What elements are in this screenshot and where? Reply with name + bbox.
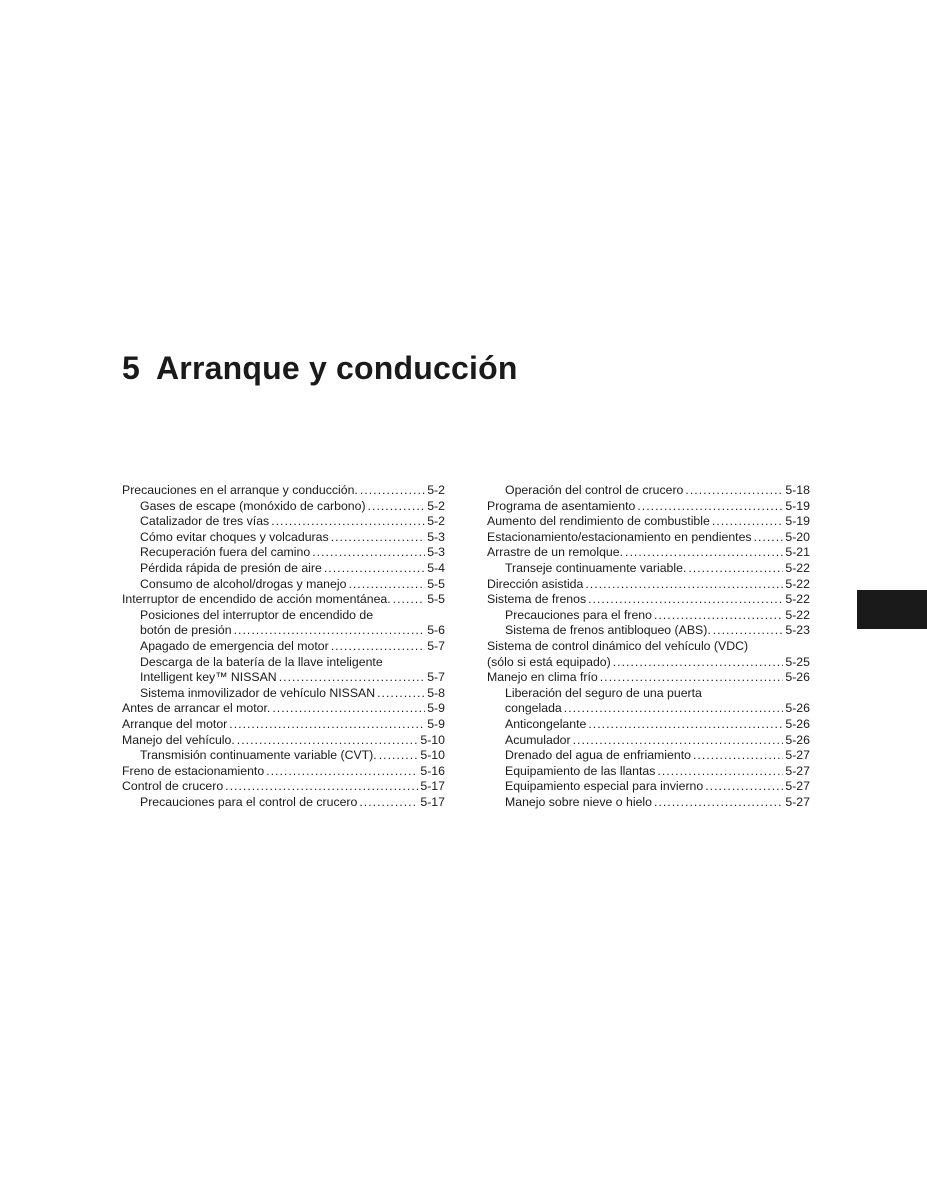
toc-entry[interactable] <box>122 545 445 561</box>
toc-page-number: 5-22 <box>785 560 810 575</box>
toc-entry-line <box>487 779 810 795</box>
dot-leader <box>573 733 784 749</box>
dot-leader <box>359 795 418 811</box>
toc-entry[interactable] <box>122 733 445 749</box>
dot-leader <box>585 577 783 593</box>
toc-page-number: 5-22 <box>785 576 810 591</box>
toc-page-number: 5-21 <box>785 545 810 560</box>
toc-page-number: 5-26 <box>785 716 810 731</box>
toc-entry-text: Sistema de control dinámico del vehículo (VDC) <box>487 638 749 653</box>
toc-page-number: 5-2 <box>427 498 445 513</box>
toc-entry-text: Aumento del rendimiento de combustible <box>487 514 710 529</box>
toc-entry-line <box>122 748 445 764</box>
dot-leader <box>279 670 426 686</box>
chapter-thumb-tab <box>857 590 927 629</box>
toc-entry-line <box>487 795 810 811</box>
toc-entry-text: Sistema inmovilizador de vehículo NISSAN <box>140 685 376 700</box>
toc-entry[interactable] <box>122 483 445 499</box>
toc-entry[interactable] <box>122 655 445 686</box>
dot-leader <box>368 499 426 515</box>
toc-entry[interactable] <box>487 733 810 749</box>
toc-entry-line <box>487 577 810 593</box>
toc-entry[interactable] <box>122 779 445 795</box>
toc-entry-text: Posiciones del interruptor de encendido de <box>140 607 374 622</box>
toc-entry-text: Antes de arrancar el motor. <box>122 701 271 716</box>
toc-entry-text: Freno de estacionamiento <box>122 763 265 778</box>
toc-entry-text: Apagado de emergencia del motor <box>140 638 329 653</box>
dot-leader <box>705 779 783 795</box>
toc-entry-text: congelada <box>505 701 562 716</box>
toc-entry-line <box>122 701 445 717</box>
toc-entry-text: Manejo en clima frío <box>487 670 598 685</box>
toc-entry-line <box>122 608 445 624</box>
toc-page-number: 5-9 <box>427 701 445 716</box>
toc-entry[interactable] <box>487 670 810 686</box>
toc-entry-text: Precauciones en el arranque y conducción. <box>122 483 358 497</box>
toc-page-number: 5-26 <box>785 732 810 747</box>
toc-page-number: 5-10 <box>420 732 445 747</box>
toc-page-number: 5-17 <box>420 779 445 794</box>
dot-leader <box>657 764 783 780</box>
toc-entry-text: botón de presión <box>140 623 232 638</box>
toc-entry-line <box>122 795 445 811</box>
dot-leader <box>377 686 425 702</box>
toc-entry[interactable] <box>487 764 810 780</box>
toc-entry[interactable] <box>487 639 810 670</box>
toc-entry-text: Acumulador <box>505 732 571 747</box>
toc-page-number: 5-26 <box>785 670 810 685</box>
dot-leader <box>225 779 418 795</box>
toc-entry-text: Liberación del seguro de una puerta <box>505 685 702 700</box>
dot-leader <box>713 623 784 639</box>
toc-entry-text: Estacionamiento/estacionamiento en pendientes <box>487 529 752 544</box>
toc-entry-line <box>122 686 445 702</box>
toc-entry[interactable] <box>122 748 445 764</box>
toc-entry-text: Transmisión continuamente variable (CVT). <box>140 748 377 763</box>
dot-leader <box>688 561 783 577</box>
toc-entry-line <box>122 733 445 749</box>
toc-page-number: 5-17 <box>420 794 445 809</box>
toc-entry-line <box>122 530 445 546</box>
dot-leader <box>237 733 419 749</box>
toc-page-number: 5-23 <box>785 623 810 638</box>
toc-entry-text: Equipamiento de las llantas <box>505 763 656 778</box>
toc-entry-line <box>122 592 445 608</box>
dot-leader <box>331 639 426 655</box>
dot-leader <box>229 717 425 733</box>
toc-entry-line <box>487 483 810 499</box>
dot-leader <box>588 717 783 733</box>
dot-leader <box>654 795 783 811</box>
toc-entry[interactable] <box>122 514 445 530</box>
toc-entry-line <box>487 561 810 577</box>
toc-entry-text: Drenado del agua de enfriamiento <box>505 748 691 763</box>
dot-leader <box>393 592 426 608</box>
chapter-number: 5 <box>122 350 140 386</box>
toc-page-number: 5-25 <box>785 654 810 669</box>
toc-entry-text: Recuperación fuera del camino <box>140 545 311 560</box>
toc-entry-line <box>122 670 445 686</box>
dot-leader <box>360 483 425 499</box>
toc-entry[interactable] <box>487 795 810 811</box>
toc-entry-line <box>122 764 445 780</box>
toc-entry-line <box>487 670 810 686</box>
toc-page-number: 5-27 <box>785 748 810 763</box>
toc-entry-line <box>487 545 810 561</box>
toc-entry-line <box>122 779 445 795</box>
toc-entry-text: Interruptor de encendido de acción momentánea. <box>122 592 391 607</box>
toc-entry[interactable] <box>487 623 810 639</box>
chapter-title <box>122 350 518 387</box>
toc-right-column <box>487 483 810 810</box>
dot-leader <box>754 530 784 546</box>
toc-entry[interactable] <box>122 592 445 608</box>
toc-entry-text: Pérdida rápida de presión de aire <box>140 560 322 575</box>
toc-entry-line <box>487 530 810 546</box>
toc-entry-text: Dirección asistida <box>487 576 584 591</box>
toc-entry-text: Transeje continuamente variable. <box>505 560 687 575</box>
toc-entry-text: Precauciones para el control de crucero <box>140 794 358 809</box>
toc-entry-line <box>487 608 810 624</box>
toc-entry[interactable] <box>487 499 810 515</box>
toc-entry-line <box>122 717 445 733</box>
toc-page-number: 5-2 <box>427 514 445 529</box>
toc-entry[interactable] <box>487 514 810 530</box>
toc-page-number: 5-5 <box>427 576 445 591</box>
toc-page-number: 5-3 <box>427 545 445 560</box>
dot-leader <box>625 545 783 561</box>
dot-leader <box>266 764 418 780</box>
toc-page-number: 5-19 <box>785 514 810 529</box>
dot-leader <box>312 545 425 561</box>
toc-entry-line <box>487 623 810 639</box>
toc-entry[interactable] <box>122 561 445 577</box>
dot-leader <box>637 499 783 515</box>
toc-entry-text: Manejo sobre nieve o hielo <box>505 794 652 809</box>
toc-entry-line <box>122 655 445 671</box>
toc-entry[interactable] <box>122 795 445 811</box>
toc-entry[interactable] <box>487 592 810 608</box>
dot-leader <box>685 483 783 499</box>
toc-entry[interactable] <box>487 577 810 593</box>
toc-left-column <box>122 483 445 810</box>
toc-entry-line <box>122 499 445 515</box>
toc-entry[interactable] <box>487 483 810 499</box>
toc-entry[interactable] <box>122 577 445 593</box>
toc-page-number: 5-20 <box>785 529 810 544</box>
toc-entry-text: Descarga de la batería de la llave inteligente <box>140 654 383 669</box>
toc-entry-line <box>122 545 445 561</box>
dot-leader <box>234 623 426 639</box>
toc-entry[interactable] <box>122 639 445 655</box>
toc-page-number: 5-22 <box>785 592 810 607</box>
dot-leader <box>600 670 784 686</box>
dot-leader <box>654 608 783 624</box>
toc-entry[interactable] <box>487 686 810 717</box>
toc-entry-line <box>487 499 810 515</box>
toc-entry-line <box>487 514 810 530</box>
toc-entry[interactable] <box>122 686 445 702</box>
toc-entry-line <box>122 623 445 639</box>
toc-entry[interactable] <box>122 764 445 780</box>
toc-entry-text: (sólo si está equipado) <box>487 654 611 669</box>
toc-entry-text: Programa de asentamiento <box>487 498 636 513</box>
toc-page-number: 5-8 <box>427 685 445 700</box>
toc-page-number: 5-5 <box>427 592 445 607</box>
toc-entry-text: Anticongelante <box>505 716 587 731</box>
toc-page-number: 5-9 <box>427 716 445 731</box>
toc-entry-text: Arranque del motor <box>122 716 228 731</box>
toc-entry[interactable] <box>487 779 810 795</box>
toc-page-number: 5-7 <box>427 670 445 685</box>
toc-entry-text: Sistema de frenos <box>487 592 587 607</box>
toc-entry-text: Manejo del vehículo. <box>122 732 235 747</box>
toc-page-number: 5-27 <box>785 763 810 778</box>
toc-entry[interactable] <box>122 608 445 639</box>
toc-entry-text: Precauciones para el freno <box>505 607 652 622</box>
toc-entry-text: Gases de escape (monóxido de carbono) <box>140 498 366 513</box>
chapter-title-text: Arranque y conducción <box>156 350 518 386</box>
toc-entry-text: Consumo de alcohol/drogas y manejo <box>140 576 347 591</box>
toc-entry[interactable] <box>487 530 810 546</box>
toc-entry-line <box>487 764 810 780</box>
dot-leader <box>712 514 784 530</box>
toc-page-number: 5-7 <box>427 638 445 653</box>
toc-entry[interactable] <box>122 530 445 546</box>
toc-entry[interactable] <box>487 545 810 561</box>
dot-leader <box>693 748 783 764</box>
toc-entry-line <box>487 717 810 733</box>
toc-page-number: 5-18 <box>785 483 810 497</box>
toc-entry-text: Arrastre de un remolque. <box>487 545 624 560</box>
toc-page-number: 5-27 <box>785 779 810 794</box>
toc-entry-text: Equipamiento especial para invierno <box>505 779 704 794</box>
dot-leader <box>379 748 419 764</box>
toc-page-number: 5-4 <box>427 560 445 575</box>
toc-entry-text: Operación del control de crucero <box>505 483 684 497</box>
toc-entry[interactable] <box>487 608 810 624</box>
toc-page-number: 5-22 <box>785 607 810 622</box>
toc-entry[interactable] <box>487 717 810 733</box>
toc-entry-line <box>122 561 445 577</box>
toc-entry-text: Intelligent key™ NISSAN <box>140 670 277 685</box>
toc-entry-text: Cómo evitar choques y volcaduras <box>140 529 329 544</box>
dot-leader <box>272 701 425 717</box>
toc-page-number: 5-3 <box>427 529 445 544</box>
toc-page-number: 5-16 <box>420 763 445 778</box>
dot-leader <box>271 514 425 530</box>
dot-leader <box>564 701 784 717</box>
toc-entry-line <box>122 639 445 655</box>
dot-leader <box>348 577 425 593</box>
toc-entry-line <box>487 733 810 749</box>
toc-entry[interactable] <box>487 748 810 764</box>
toc-page-number: 5-19 <box>785 498 810 513</box>
toc-page-number: 5-2 <box>427 483 445 497</box>
toc-entry-line <box>487 655 810 671</box>
toc-entry-line <box>487 639 810 655</box>
toc-entry-text: Sistema de frenos antibloqueo (ABS). <box>505 623 711 638</box>
toc-entry-line <box>487 748 810 764</box>
toc-entry[interactable] <box>122 701 445 717</box>
toc-entry-line <box>487 592 810 608</box>
toc-page-number: 5-6 <box>427 623 445 638</box>
toc-entry-line <box>487 686 810 702</box>
toc-entry-text: Control de crucero <box>122 779 224 794</box>
dot-leader <box>324 561 425 577</box>
dot-leader <box>331 530 426 546</box>
toc-entry-line <box>122 514 445 530</box>
toc-page-number: 5-27 <box>785 794 810 809</box>
toc-entry[interactable] <box>122 717 445 733</box>
toc-page-number: 5-26 <box>785 701 810 716</box>
toc-entry-line <box>122 577 445 593</box>
toc-entry-line <box>487 701 810 717</box>
toc-page-number: 5-10 <box>420 748 445 763</box>
dot-leader <box>613 655 784 671</box>
dot-leader <box>588 592 783 608</box>
toc-entry[interactable] <box>487 561 810 577</box>
toc-entry[interactable] <box>122 499 445 515</box>
toc-entry-line <box>122 483 445 499</box>
toc-entry-text: Catalizador de tres vías <box>140 514 270 529</box>
